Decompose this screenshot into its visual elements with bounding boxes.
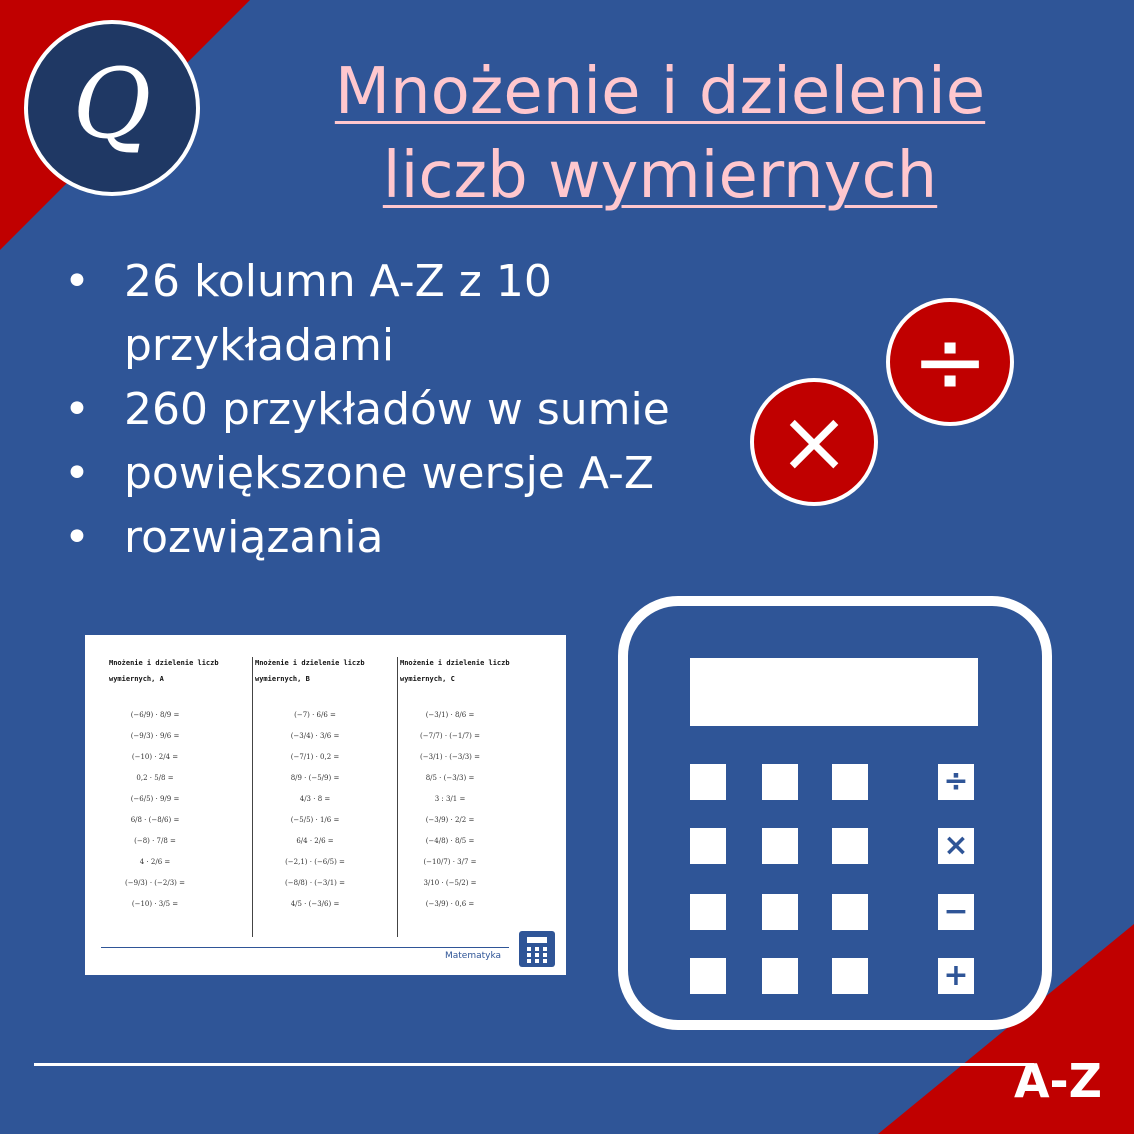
exercise: 8/9 · (−5/9) =: [290, 774, 340, 782]
exercise: (−8/8) · (−3/1) =: [285, 879, 345, 887]
divide-key: ÷: [938, 764, 974, 800]
exercise-list-b: [245, 705, 385, 915]
exercise: 6/8 · (−8/6) =: [130, 816, 180, 824]
exercise: 4 · 2/6 =: [139, 858, 171, 866]
column-title: Mnożenie i dzielenie liczb: [255, 659, 365, 667]
calculator-key: [762, 958, 798, 994]
exercise: (−4/8) · 8/5 =: [425, 837, 475, 845]
divide-icon: ÷: [886, 298, 1014, 426]
exercise: (−8) · 7/8 =: [134, 837, 176, 845]
exercise-list-c: [380, 705, 520, 915]
feature-item: • powiększone wersje A-Z: [58, 442, 698, 506]
footer-rule: [101, 947, 509, 948]
exercise: (−9/3) · 9/6 =: [130, 732, 180, 740]
exercise: (−2,1) · (−6/5) =: [285, 858, 345, 866]
feature-list: [58, 250, 698, 570]
column-subtitle: wymiernych, A: [109, 675, 164, 683]
calculator-key: [832, 958, 868, 994]
exercise: 3/10 · (−5/2) =: [423, 879, 477, 887]
calculator-icon-large: [618, 596, 1052, 1030]
exercise: (−3/9) · 2/2 =: [425, 816, 475, 824]
calculator-key: [762, 764, 798, 800]
exercise: (−10/7) · 3/7 =: [423, 858, 477, 866]
column-subtitle: wymiernych, B: [255, 675, 310, 683]
exercise: 3 : 3/1 =: [434, 795, 466, 803]
calculator-key: [762, 894, 798, 930]
bottom-rule: [34, 1063, 1034, 1066]
calculator-screen: [690, 658, 978, 726]
exercise: 4/5 · (−3/6) =: [290, 900, 340, 908]
exercise: 0,2 · 5/8 =: [136, 774, 174, 782]
title-line-2: liczb wymiernych: [382, 139, 938, 213]
calculator-key: [762, 828, 798, 864]
multiply-icon: ×: [750, 378, 878, 506]
exercise: 4/3 · 8 =: [299, 795, 331, 803]
worksheet-column-c: [400, 655, 540, 687]
q-logo: [24, 20, 200, 196]
worksheet-preview: [85, 635, 566, 975]
column-title: Mnożenie i dzielenie liczb: [109, 659, 219, 667]
exercise: (−10) · 3/5 =: [131, 900, 179, 908]
calculator-key: [690, 894, 726, 930]
exercise: (−6/5) · 9/9 =: [130, 795, 180, 803]
exercise: (−7/7) · (−1/7) =: [420, 732, 480, 740]
minus-key: −: [938, 894, 974, 930]
exercise: 8/5 · (−3/3) =: [425, 774, 475, 782]
column-subtitle: wymiernych, C: [400, 675, 455, 683]
calculator-key: [690, 828, 726, 864]
feature-item: • 26 kolumn A-Z z 10 przykładami: [58, 250, 698, 378]
calculator-key: [832, 894, 868, 930]
exercise: (−9/3) · (−2/3) =: [125, 879, 185, 887]
page-title: [250, 50, 1070, 218]
exercise-list-a: [85, 705, 225, 915]
az-badge: A-Z: [1013, 1054, 1102, 1108]
feature-item: • rozwiązania: [58, 506, 698, 570]
exercise: 6/4 · 2/6 =: [296, 837, 334, 845]
calculator-key: [690, 958, 726, 994]
worksheet-column-a: [109, 655, 249, 687]
exercise: (−10) · 2/4 =: [131, 753, 179, 761]
calculator-key: [832, 828, 868, 864]
calculator-key: [690, 764, 726, 800]
exercise: (−7/1) · 0,2 =: [290, 753, 340, 761]
logo-letter: Q: [72, 48, 152, 160]
plus-key: +: [938, 958, 974, 994]
title-line-1: Mnożenie i dzielenie: [334, 55, 986, 129]
exercise: (−3/9) · 0,6 =: [425, 900, 475, 908]
exercise: (−5/5) · 1/6 =: [290, 816, 340, 824]
feature-item: • 260 przykładów w sumie: [58, 378, 698, 442]
exercise: (−3/1) · 8/6 =: [425, 711, 475, 719]
multiply-key: ×: [938, 828, 974, 864]
exercise: (−3/1) · (−3/3) =: [420, 753, 480, 761]
exercise: (−6/9) · 8/9 =: [130, 711, 180, 719]
exercise: (−3/4) · 3/6 =: [290, 732, 340, 740]
worksheet-footer: Matematyka: [445, 951, 502, 961]
calculator-icon: [519, 931, 555, 967]
calculator-key: [832, 764, 868, 800]
worksheet-column-b: [255, 655, 395, 687]
column-title: Mnożenie i dzielenie liczb: [400, 659, 510, 667]
exercise: (−7) · 6/6 =: [294, 711, 336, 719]
